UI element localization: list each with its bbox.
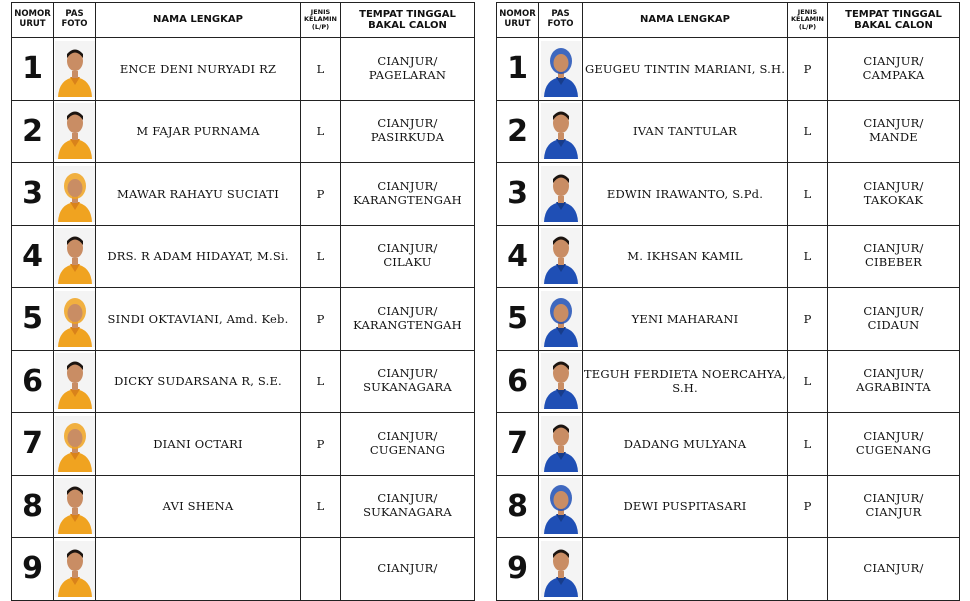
candidate-number: 2	[497, 100, 539, 163]
header-pas-foto: PAS FOTO	[539, 3, 583, 38]
candidate-residence	[341, 38, 475, 101]
candidate-row	[12, 100, 475, 163]
candidate-photo	[541, 541, 581, 597]
candidate-row	[497, 350, 960, 413]
candidate-residence	[828, 163, 960, 226]
residence-district: KARANGTENGAH	[353, 317, 462, 332]
candidate-photo	[541, 166, 581, 222]
candidate-photo-cell	[54, 288, 96, 351]
candidate-residence	[341, 538, 475, 601]
residence-city: CIANJUR/	[377, 491, 438, 506]
candidate-row	[497, 100, 960, 163]
candidate-row	[12, 475, 475, 538]
residence-city: CIANJUR/	[863, 178, 924, 193]
candidate-photo	[541, 416, 581, 472]
header-nomor-urut: NOMOR URUT	[12, 3, 54, 38]
candidate-photo	[541, 228, 581, 284]
candidate-gender	[788, 538, 828, 601]
candidate-name: ENCE DENI NURYADI RZ	[96, 38, 301, 101]
candidate-photo-cell	[539, 288, 583, 351]
residence-city: CIANJUR/	[863, 491, 924, 506]
candidate-residence	[828, 38, 960, 101]
left-candidate-table	[11, 2, 475, 601]
candidate-gender: P	[788, 288, 828, 351]
candidate-photo-cell	[539, 100, 583, 163]
candidate-residence	[341, 100, 475, 163]
right-candidate-table	[496, 2, 960, 601]
header-nama-lengkap: NAMA LENGKAP	[96, 3, 301, 38]
candidate-name: EDWIN IRAWANTO, S.Pd.	[583, 163, 788, 226]
candidate-photo-cell	[54, 100, 96, 163]
candidate-gender: L	[301, 225, 341, 288]
candidate-number: 2	[12, 100, 54, 163]
residence-district: KARANGTENGAH	[353, 192, 462, 207]
header-tempat-tinggal: TEMPAT TINGGAL BAKAL CALON	[341, 3, 475, 38]
residence-city: CIANJUR/	[863, 116, 924, 131]
candidate-photo-cell	[539, 163, 583, 226]
residence-district: TAKOKAK	[863, 192, 924, 207]
candidate-gender: L	[788, 163, 828, 226]
candidate-number: 4	[497, 225, 539, 288]
residence-district: PASIRKUDA	[370, 130, 445, 145]
candidate-gender: L	[301, 475, 341, 538]
candidate-number: 9	[12, 538, 54, 601]
residence-district: SUKANAGARA	[363, 380, 452, 395]
candidate-photo-cell	[54, 475, 96, 538]
candidate-photo-cell	[539, 350, 583, 413]
candidate-name: DIANI OCTARI	[96, 413, 301, 476]
candidate-row	[497, 163, 960, 226]
candidate-name: M FAJAR PURNAMA	[96, 100, 301, 163]
residence-district: CUGENANG	[855, 442, 932, 457]
candidate-photo	[55, 353, 95, 409]
candidate-photo	[541, 41, 581, 97]
candidate-residence	[341, 163, 475, 226]
candidate-photo-cell	[54, 163, 96, 226]
candidate-residence	[341, 225, 475, 288]
candidate-name: SINDI OKTAVIANI, Amd. Keb.	[96, 288, 301, 351]
residence-district: PAGELARAN	[368, 67, 447, 82]
candidate-photo	[55, 541, 95, 597]
candidate-row	[12, 163, 475, 226]
residence-city: CIANJUR/	[863, 366, 924, 381]
candidate-number: 4	[12, 225, 54, 288]
candidate-residence	[341, 350, 475, 413]
candidate-number: 8	[497, 475, 539, 538]
candidate-row	[497, 538, 960, 601]
candidate-row	[497, 225, 960, 288]
candidate-row	[497, 288, 960, 351]
residence-district: CILAKU	[383, 255, 432, 270]
residence-district: MANDE	[869, 130, 918, 145]
candidate-gender: L	[788, 100, 828, 163]
candidate-residence	[828, 100, 960, 163]
residence-district: CUGENANG	[369, 442, 446, 457]
table-header-row	[12, 3, 475, 38]
candidate-photo	[55, 416, 95, 472]
header-nomor-urut: NOMOR URUT	[497, 3, 539, 38]
candidate-photo	[541, 478, 581, 534]
candidate-number: 7	[497, 413, 539, 476]
candidate-gender: L	[788, 225, 828, 288]
candidate-photo-cell	[54, 38, 96, 101]
residence-district: CAMPAKA	[862, 67, 925, 82]
header-nama-lengkap: NAMA LENGKAP	[583, 3, 788, 38]
candidate-residence	[828, 288, 960, 351]
candidate-gender: P	[301, 288, 341, 351]
candidate-row	[12, 288, 475, 351]
candidate-row	[497, 38, 960, 101]
candidate-photo	[55, 291, 95, 347]
candidate-number: 3	[12, 163, 54, 226]
residence-district: AGRABINTA	[856, 380, 931, 395]
residence-city: CIANJUR/	[863, 53, 924, 68]
residence-district: CIANJUR	[865, 505, 922, 520]
candidate-gender: P	[301, 413, 341, 476]
candidate-name	[96, 538, 301, 601]
candidate-row	[497, 475, 960, 538]
candidate-photo-cell	[54, 538, 96, 601]
residence-city: CIANJUR/	[863, 241, 924, 256]
candidate-number: 1	[12, 38, 54, 101]
residence-city: CIANJUR/	[377, 428, 438, 443]
candidate-photo	[55, 103, 95, 159]
candidate-number: 6	[497, 350, 539, 413]
residence-city: CIANJUR/	[377, 116, 438, 131]
residence-district: CIDAUN	[867, 317, 920, 332]
candidate-name: IVAN TANTULAR	[583, 100, 788, 163]
candidate-name: DRS. R ADAM HIDAYAT, M.Si.	[96, 225, 301, 288]
header-pas-foto: PAS FOTO	[54, 3, 96, 38]
candidate-number: 3	[497, 163, 539, 226]
candidate-row	[12, 413, 475, 476]
residence-city: CIANJUR/	[377, 241, 438, 256]
candidate-name: TEGUH FERDIETA NOERCAHYA, S.H.	[583, 350, 788, 413]
candidate-photo-cell	[539, 475, 583, 538]
candidate-row	[12, 38, 475, 101]
candidate-gender: L	[788, 350, 828, 413]
header-tempat-tinggal: TEMPAT TINGGAL BAKAL CALON	[828, 3, 960, 38]
candidate-residence	[828, 225, 960, 288]
candidate-residence	[341, 288, 475, 351]
table-header-row	[497, 3, 960, 38]
candidate-number: 1	[497, 38, 539, 101]
candidate-name: GEUGEU TINTIN MARIANI, S.H.	[583, 38, 788, 101]
candidate-row	[497, 413, 960, 476]
candidate-number: 5	[12, 288, 54, 351]
candidate-gender: L	[788, 413, 828, 476]
candidate-photo-cell	[539, 413, 583, 476]
header-jenis-kelamin: JENIS KELAMIN (L/P)	[301, 3, 341, 38]
residence-city: CIANJUR/	[377, 53, 438, 68]
candidate-gender: P	[301, 163, 341, 226]
candidate-name: MAWAR RAHAYU SUCIATI	[96, 163, 301, 226]
residence-city: CIANJUR/	[863, 428, 924, 443]
candidate-residence	[341, 413, 475, 476]
candidate-number: 8	[12, 475, 54, 538]
candidate-photo	[55, 478, 95, 534]
residence-district: SUKANAGARA	[363, 505, 452, 520]
candidate-residence	[828, 475, 960, 538]
candidate-gender: P	[788, 38, 828, 101]
candidate-gender: P	[788, 475, 828, 538]
candidate-number: 9	[497, 538, 539, 601]
candidate-photo-cell	[539, 38, 583, 101]
candidate-photo	[541, 103, 581, 159]
candidate-photo-cell	[54, 413, 96, 476]
candidate-photo	[55, 41, 95, 97]
residence-district: CIBEBER	[864, 255, 923, 270]
candidate-photo-cell	[54, 350, 96, 413]
candidate-name: AVI SHENA	[96, 475, 301, 538]
candidate-gender: L	[301, 100, 341, 163]
candidate-name: DICKY SUDARSANA R, S.E.	[96, 350, 301, 413]
residence-city: CIANJUR/	[377, 178, 438, 193]
candidate-name: M. IKHSAN KAMIL	[583, 225, 788, 288]
candidate-gender: L	[301, 350, 341, 413]
candidate-row	[12, 225, 475, 288]
candidate-name: YENI MAHARANI	[583, 288, 788, 351]
candidate-name: DADANG MULYANA	[583, 413, 788, 476]
candidate-photo	[541, 353, 581, 409]
residence-city: CIANJUR/	[377, 303, 438, 318]
candidate-photo-cell	[54, 225, 96, 288]
candidate-gender	[301, 538, 341, 601]
candidate-residence	[828, 538, 960, 601]
candidate-residence	[828, 413, 960, 476]
candidate-number: 5	[497, 288, 539, 351]
candidate-photo-cell	[539, 538, 583, 601]
candidate-residence	[828, 350, 960, 413]
residence-city: CIANJUR/	[863, 303, 924, 318]
candidate-gender: L	[301, 38, 341, 101]
residence-city: CIANJUR/	[863, 560, 924, 575]
header-jenis-kelamin: JENIS KELAMIN (L/P)	[788, 3, 828, 38]
candidate-photo-cell	[539, 225, 583, 288]
candidate-name	[583, 538, 788, 601]
candidate-photo	[541, 291, 581, 347]
candidate-residence	[341, 475, 475, 538]
candidate-photo	[55, 166, 95, 222]
candidate-photo	[55, 228, 95, 284]
candidate-number: 6	[12, 350, 54, 413]
candidate-row	[12, 538, 475, 601]
candidate-name: DEWI PUSPITASARI	[583, 475, 788, 538]
candidate-number: 7	[12, 413, 54, 476]
candidate-row	[12, 350, 475, 413]
residence-city: CIANJUR/	[377, 560, 438, 575]
residence-city: CIANJUR/	[377, 366, 438, 381]
